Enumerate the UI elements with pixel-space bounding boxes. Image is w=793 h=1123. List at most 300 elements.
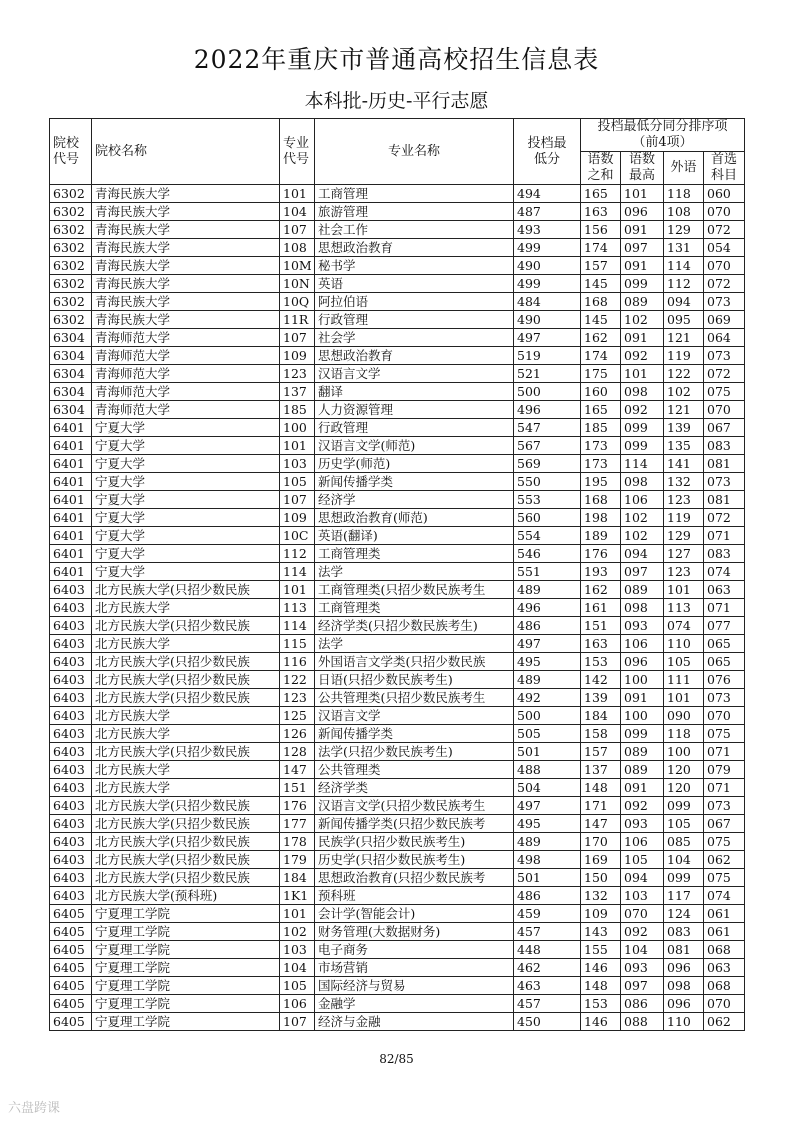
cell-major: 思想政治教育 bbox=[315, 347, 514, 365]
cell-major-code: 107 bbox=[280, 491, 315, 509]
cell-major-code: 10M bbox=[280, 257, 315, 275]
cell-foreign: 119 bbox=[664, 347, 704, 365]
cell-foreign: 101 bbox=[664, 689, 704, 707]
cell-code: 6403 bbox=[50, 761, 92, 779]
cell-min-score: 490 bbox=[514, 257, 581, 275]
cell-code: 6304 bbox=[50, 383, 92, 401]
table-row bbox=[50, 365, 745, 383]
cell-foreign: 105 bbox=[664, 815, 704, 833]
cell-min-score: 457 bbox=[514, 995, 581, 1013]
table-row bbox=[50, 635, 745, 653]
cell-major-code: 105 bbox=[280, 473, 315, 491]
cell-foreign: 110 bbox=[664, 635, 704, 653]
cell-major-code: 106 bbox=[280, 995, 315, 1013]
cell-code: 6403 bbox=[50, 797, 92, 815]
header-min-score: 投档最低分 bbox=[514, 119, 581, 185]
cell-foreign: 110 bbox=[664, 1013, 704, 1031]
cell-chinese-math: 168 bbox=[581, 293, 621, 311]
cell-min-score: 498 bbox=[514, 851, 581, 869]
table-row bbox=[50, 293, 745, 311]
table-row bbox=[50, 347, 745, 365]
cell-major-code: 114 bbox=[280, 617, 315, 635]
cell-chinese-math-max: 092 bbox=[621, 401, 664, 419]
cell-first-choice: 073 bbox=[704, 347, 745, 365]
cell-chinese-math: 185 bbox=[581, 419, 621, 437]
header-foreign: 外语 bbox=[664, 152, 704, 185]
header-first-choice: 首选科目 bbox=[704, 152, 745, 185]
cell-chinese-math: 184 bbox=[581, 707, 621, 725]
header-chinese-math: 语数之和 bbox=[581, 152, 621, 185]
cell-code: 6403 bbox=[50, 887, 92, 905]
cell-first-choice: 081 bbox=[704, 455, 745, 473]
cell-chinese-math-max: 106 bbox=[621, 635, 664, 653]
cell-major: 汉语言文学(只招少数民族考生 bbox=[315, 797, 514, 815]
cell-code: 6304 bbox=[50, 365, 92, 383]
cell-major: 思想政治教育 bbox=[315, 239, 514, 257]
cell-first-choice: 071 bbox=[704, 779, 745, 797]
table-row bbox=[50, 545, 745, 563]
cell-chinese-math-max: 091 bbox=[621, 221, 664, 239]
cell-min-score: 546 bbox=[514, 545, 581, 563]
cell-first-choice: 071 bbox=[704, 599, 745, 617]
cell-major-code: 184 bbox=[280, 869, 315, 887]
table-row bbox=[50, 887, 745, 905]
cell-chinese-math: 170 bbox=[581, 833, 621, 851]
cell-chinese-math-max: 089 bbox=[621, 743, 664, 761]
table-row bbox=[50, 707, 745, 725]
table-row bbox=[50, 311, 745, 329]
table-row bbox=[50, 383, 745, 401]
cell-chinese-math: 145 bbox=[581, 311, 621, 329]
cell-code: 6302 bbox=[50, 203, 92, 221]
cell-major: 工商管理 bbox=[315, 185, 514, 203]
cell-code: 6302 bbox=[50, 293, 92, 311]
cell-chinese-math: 176 bbox=[581, 545, 621, 563]
cell-chinese-math: 162 bbox=[581, 581, 621, 599]
cell-first-choice: 071 bbox=[704, 743, 745, 761]
cell-school: 宁夏大学 bbox=[92, 437, 280, 455]
cell-major-code: 128 bbox=[280, 743, 315, 761]
cell-chinese-math-max: 092 bbox=[621, 347, 664, 365]
cell-major-code: 10Q bbox=[280, 293, 315, 311]
cell-foreign: 094 bbox=[664, 293, 704, 311]
cell-code: 6403 bbox=[50, 851, 92, 869]
cell-chinese-math: 153 bbox=[581, 995, 621, 1013]
cell-school: 北方民族大学(只招少数民族 bbox=[92, 851, 280, 869]
cell-code: 6403 bbox=[50, 617, 92, 635]
cell-min-score: 495 bbox=[514, 653, 581, 671]
cell-foreign: 096 bbox=[664, 959, 704, 977]
table-row bbox=[50, 1013, 745, 1031]
cell-major: 英语 bbox=[315, 275, 514, 293]
cell-first-choice: 070 bbox=[704, 995, 745, 1013]
cell-min-score: 499 bbox=[514, 239, 581, 257]
cell-chinese-math-max: 099 bbox=[621, 437, 664, 455]
cell-major-code: 107 bbox=[280, 221, 315, 239]
cell-first-choice: 067 bbox=[704, 815, 745, 833]
table-row bbox=[50, 977, 745, 995]
cell-min-score: 484 bbox=[514, 293, 581, 311]
table-row bbox=[50, 995, 745, 1013]
cell-major-code: 137 bbox=[280, 383, 315, 401]
cell-major-code: 178 bbox=[280, 833, 315, 851]
cell-school: 宁夏理工学院 bbox=[92, 905, 280, 923]
table-row bbox=[50, 455, 745, 473]
cell-foreign: 101 bbox=[664, 581, 704, 599]
table-row bbox=[50, 617, 745, 635]
cell-chinese-math-max: 103 bbox=[621, 887, 664, 905]
cell-major-code: 179 bbox=[280, 851, 315, 869]
cell-school: 宁夏大学 bbox=[92, 491, 280, 509]
cell-chinese-math-max: 093 bbox=[621, 815, 664, 833]
cell-major-code: 107 bbox=[280, 329, 315, 347]
cell-first-choice: 075 bbox=[704, 383, 745, 401]
cell-major: 英语(翻译) bbox=[315, 527, 514, 545]
cell-min-score: 551 bbox=[514, 563, 581, 581]
cell-major: 经济与金融 bbox=[315, 1013, 514, 1031]
cell-major-code: 1K1 bbox=[280, 887, 315, 905]
cell-chinese-math-max: 089 bbox=[621, 293, 664, 311]
cell-min-score: 567 bbox=[514, 437, 581, 455]
cell-school: 宁夏大学 bbox=[92, 509, 280, 527]
cell-min-score: 489 bbox=[514, 833, 581, 851]
cell-first-choice: 070 bbox=[704, 257, 745, 275]
cell-chinese-math-max: 086 bbox=[621, 995, 664, 1013]
cell-school: 青海民族大学 bbox=[92, 293, 280, 311]
cell-min-score: 463 bbox=[514, 977, 581, 995]
cell-chinese-math-max: 093 bbox=[621, 959, 664, 977]
cell-first-choice: 075 bbox=[704, 869, 745, 887]
cell-school: 北方民族大学(只招少数民族 bbox=[92, 743, 280, 761]
cell-chinese-math-max: 099 bbox=[621, 275, 664, 293]
cell-code: 6405 bbox=[50, 905, 92, 923]
cell-major-code: 100 bbox=[280, 419, 315, 437]
table-row bbox=[50, 599, 745, 617]
cell-chinese-math: 146 bbox=[581, 1013, 621, 1031]
cell-school: 宁夏大学 bbox=[92, 545, 280, 563]
cell-min-score: 496 bbox=[514, 401, 581, 419]
cell-major-code: 151 bbox=[280, 779, 315, 797]
cell-major-code: 176 bbox=[280, 797, 315, 815]
table-row bbox=[50, 203, 745, 221]
cell-code: 6302 bbox=[50, 185, 92, 203]
cell-major-code: 108 bbox=[280, 239, 315, 257]
cell-min-score: 450 bbox=[514, 1013, 581, 1031]
cell-min-score: 492 bbox=[514, 689, 581, 707]
cell-foreign: 132 bbox=[664, 473, 704, 491]
cell-major: 思想政治教育(只招少数民族考 bbox=[315, 869, 514, 887]
cell-chinese-math: 175 bbox=[581, 365, 621, 383]
cell-foreign: 121 bbox=[664, 329, 704, 347]
cell-min-score: 504 bbox=[514, 779, 581, 797]
cell-major: 行政管理 bbox=[315, 311, 514, 329]
cell-chinese-math-max: 089 bbox=[621, 581, 664, 599]
cell-major: 公共管理类(只招少数民族考生 bbox=[315, 689, 514, 707]
cell-chinese-math-max: 091 bbox=[621, 329, 664, 347]
header-major: 专业名称 bbox=[315, 119, 514, 185]
cell-school: 宁夏大学 bbox=[92, 563, 280, 581]
cell-major: 工商管理类 bbox=[315, 545, 514, 563]
table-row bbox=[50, 185, 745, 203]
cell-foreign: 139 bbox=[664, 419, 704, 437]
cell-major: 行政管理 bbox=[315, 419, 514, 437]
cell-chinese-math: 148 bbox=[581, 977, 621, 995]
cell-chinese-math: 148 bbox=[581, 779, 621, 797]
cell-chinese-math: 157 bbox=[581, 257, 621, 275]
cell-code: 6403 bbox=[50, 671, 92, 689]
cell-min-score: 462 bbox=[514, 959, 581, 977]
table-row bbox=[50, 473, 745, 491]
cell-first-choice: 083 bbox=[704, 437, 745, 455]
table-row bbox=[50, 905, 745, 923]
cell-chinese-math-max: 097 bbox=[621, 239, 664, 257]
table-row bbox=[50, 959, 745, 977]
cell-foreign: 111 bbox=[664, 671, 704, 689]
cell-code: 6401 bbox=[50, 545, 92, 563]
table-row bbox=[50, 797, 745, 815]
cell-foreign: 085 bbox=[664, 833, 704, 851]
table-row bbox=[50, 437, 745, 455]
cell-foreign: 100 bbox=[664, 743, 704, 761]
cell-chinese-math-max: 096 bbox=[621, 203, 664, 221]
cell-foreign: 127 bbox=[664, 545, 704, 563]
cell-major: 法学(只招少数民族考生) bbox=[315, 743, 514, 761]
cell-first-choice: 070 bbox=[704, 707, 745, 725]
cell-first-choice: 077 bbox=[704, 617, 745, 635]
cell-school: 北方民族大学 bbox=[92, 635, 280, 653]
cell-chinese-math: 151 bbox=[581, 617, 621, 635]
cell-code: 6403 bbox=[50, 581, 92, 599]
cell-min-score: 505 bbox=[514, 725, 581, 743]
cell-code: 6304 bbox=[50, 329, 92, 347]
cell-major-code: 102 bbox=[280, 923, 315, 941]
cell-school: 北方民族大学(只招少数民族 bbox=[92, 671, 280, 689]
cell-chinese-math: 156 bbox=[581, 221, 621, 239]
cell-code: 6401 bbox=[50, 473, 92, 491]
cell-first-choice: 073 bbox=[704, 473, 745, 491]
cell-chinese-math-max: 102 bbox=[621, 509, 664, 527]
cell-code: 6401 bbox=[50, 437, 92, 455]
table-row bbox=[50, 815, 745, 833]
cell-major-code: 185 bbox=[280, 401, 315, 419]
cell-code: 6403 bbox=[50, 707, 92, 725]
cell-chinese-math-max: 100 bbox=[621, 671, 664, 689]
cell-school: 北方民族大学(只招少数民族 bbox=[92, 797, 280, 815]
cell-major-code: 116 bbox=[280, 653, 315, 671]
cell-chinese-math: 155 bbox=[581, 941, 621, 959]
cell-major-code: 105 bbox=[280, 977, 315, 995]
cell-chinese-math-max: 094 bbox=[621, 545, 664, 563]
cell-code: 6401 bbox=[50, 527, 92, 545]
cell-first-choice: 060 bbox=[704, 185, 745, 203]
cell-code: 6405 bbox=[50, 959, 92, 977]
cell-school: 青海师范大学 bbox=[92, 401, 280, 419]
cell-code: 6403 bbox=[50, 815, 92, 833]
table-row bbox=[50, 761, 745, 779]
cell-foreign: 120 bbox=[664, 779, 704, 797]
cell-first-choice: 072 bbox=[704, 365, 745, 383]
cell-min-score: 500 bbox=[514, 383, 581, 401]
cell-chinese-math-max: 101 bbox=[621, 185, 664, 203]
cell-chinese-math: 173 bbox=[581, 455, 621, 473]
header-major-code: 专业代号 bbox=[280, 119, 315, 185]
header-school: 院校名称 bbox=[92, 119, 280, 185]
cell-chinese-math: 157 bbox=[581, 743, 621, 761]
cell-school: 北方民族大学(只招少数民族 bbox=[92, 617, 280, 635]
page-number: 82/85 bbox=[379, 1052, 414, 1066]
cell-code: 6401 bbox=[50, 491, 92, 509]
cell-chinese-math-max: 091 bbox=[621, 257, 664, 275]
cell-major-code: 113 bbox=[280, 599, 315, 617]
cell-chinese-math: 173 bbox=[581, 437, 621, 455]
cell-major: 财务管理(大数据财务) bbox=[315, 923, 514, 941]
page-subtitle: 本科批-历史-平行志愿 bbox=[304, 90, 489, 112]
cell-school: 北方民族大学 bbox=[92, 725, 280, 743]
cell-school: 宁夏理工学院 bbox=[92, 977, 280, 995]
cell-foreign: 105 bbox=[664, 653, 704, 671]
cell-first-choice: 083 bbox=[704, 545, 745, 563]
header-chinese-math-max: 语数最高 bbox=[621, 152, 664, 185]
cell-school: 宁夏大学 bbox=[92, 419, 280, 437]
cell-major: 经济学类 bbox=[315, 779, 514, 797]
cell-major-code: 104 bbox=[280, 959, 315, 977]
table-row bbox=[50, 779, 745, 797]
table-row bbox=[50, 419, 745, 437]
cell-chinese-math: 145 bbox=[581, 275, 621, 293]
cell-major-code: 123 bbox=[280, 689, 315, 707]
cell-major-code: 101 bbox=[280, 581, 315, 599]
cell-first-choice: 069 bbox=[704, 311, 745, 329]
cell-major-code: 109 bbox=[280, 509, 315, 527]
cell-foreign: 119 bbox=[664, 509, 704, 527]
cell-chinese-math: 163 bbox=[581, 203, 621, 221]
cell-code: 6403 bbox=[50, 743, 92, 761]
cell-school: 青海民族大学 bbox=[92, 203, 280, 221]
cell-chinese-math: 165 bbox=[581, 185, 621, 203]
cell-chinese-math-max: 097 bbox=[621, 977, 664, 995]
cell-school: 宁夏理工学院 bbox=[92, 923, 280, 941]
cell-min-score: 553 bbox=[514, 491, 581, 509]
cell-code: 6401 bbox=[50, 563, 92, 581]
cell-code: 6405 bbox=[50, 995, 92, 1013]
cell-school: 青海师范大学 bbox=[92, 383, 280, 401]
cell-min-score: 486 bbox=[514, 617, 581, 635]
cell-code: 6403 bbox=[50, 635, 92, 653]
cell-major-code: 101 bbox=[280, 185, 315, 203]
cell-school: 北方民族大学 bbox=[92, 761, 280, 779]
cell-chinese-math-max: 102 bbox=[621, 311, 664, 329]
cell-major-code: 101 bbox=[280, 905, 315, 923]
cell-school: 青海民族大学 bbox=[92, 257, 280, 275]
cell-first-choice: 073 bbox=[704, 797, 745, 815]
cell-min-score: 497 bbox=[514, 635, 581, 653]
cell-chinese-math: 109 bbox=[581, 905, 621, 923]
cell-chinese-math-max: 092 bbox=[621, 797, 664, 815]
cell-chinese-math-max: 102 bbox=[621, 527, 664, 545]
cell-min-score: 489 bbox=[514, 671, 581, 689]
cell-major: 金融学 bbox=[315, 995, 514, 1013]
cell-school: 青海民族大学 bbox=[92, 311, 280, 329]
cell-major-code: 123 bbox=[280, 365, 315, 383]
cell-min-score: 500 bbox=[514, 707, 581, 725]
cell-min-score: 490 bbox=[514, 311, 581, 329]
cell-chinese-math-max: 114 bbox=[621, 455, 664, 473]
cell-major-code: 104 bbox=[280, 203, 315, 221]
cell-major: 阿拉伯语 bbox=[315, 293, 514, 311]
cell-school: 青海民族大学 bbox=[92, 221, 280, 239]
cell-foreign: 112 bbox=[664, 275, 704, 293]
cell-major: 法学 bbox=[315, 563, 514, 581]
cell-chinese-math: 147 bbox=[581, 815, 621, 833]
cell-school: 宁夏理工学院 bbox=[92, 941, 280, 959]
cell-min-score: 457 bbox=[514, 923, 581, 941]
cell-foreign: 135 bbox=[664, 437, 704, 455]
cell-major: 汉语言文学 bbox=[315, 707, 514, 725]
header-tie-group: 投档最低分同分排序项（前4项） bbox=[581, 119, 745, 152]
cell-first-choice: 070 bbox=[704, 401, 745, 419]
cell-school: 北方民族大学 bbox=[92, 779, 280, 797]
cell-min-score: 486 bbox=[514, 887, 581, 905]
cell-min-score: 487 bbox=[514, 203, 581, 221]
cell-code: 6401 bbox=[50, 509, 92, 527]
cell-code: 6401 bbox=[50, 419, 92, 437]
cell-min-score: 488 bbox=[514, 761, 581, 779]
cell-foreign: 141 bbox=[664, 455, 704, 473]
cell-first-choice: 064 bbox=[704, 329, 745, 347]
cell-chinese-math: 142 bbox=[581, 671, 621, 689]
table-row bbox=[50, 257, 745, 275]
cell-foreign: 098 bbox=[664, 977, 704, 995]
cell-school: 宁夏理工学院 bbox=[92, 995, 280, 1013]
cell-school: 北方民族大学(只招少数民族 bbox=[92, 815, 280, 833]
cell-major: 预科班 bbox=[315, 887, 514, 905]
table-row bbox=[50, 689, 745, 707]
cell-chinese-math-max: 092 bbox=[621, 923, 664, 941]
cell-first-choice: 068 bbox=[704, 941, 745, 959]
cell-chinese-math: 158 bbox=[581, 725, 621, 743]
cell-foreign: 131 bbox=[664, 239, 704, 257]
cell-major-code: 122 bbox=[280, 671, 315, 689]
cell-first-choice: 072 bbox=[704, 275, 745, 293]
cell-major-code: 112 bbox=[280, 545, 315, 563]
cell-first-choice: 061 bbox=[704, 905, 745, 923]
cell-foreign: 123 bbox=[664, 563, 704, 581]
cell-school: 青海师范大学 bbox=[92, 365, 280, 383]
cell-chinese-math-max: 098 bbox=[621, 383, 664, 401]
cell-chinese-math-max: 094 bbox=[621, 869, 664, 887]
table-row bbox=[50, 329, 745, 347]
cell-min-score: 501 bbox=[514, 869, 581, 887]
cell-code: 6403 bbox=[50, 653, 92, 671]
cell-chinese-math-max: 100 bbox=[621, 707, 664, 725]
cell-code: 6403 bbox=[50, 725, 92, 743]
cell-code: 6304 bbox=[50, 401, 92, 419]
cell-major-code: 125 bbox=[280, 707, 315, 725]
cell-major-code: 109 bbox=[280, 347, 315, 365]
cell-chinese-math-max: 091 bbox=[621, 689, 664, 707]
cell-major: 社会学 bbox=[315, 329, 514, 347]
cell-major: 历史学(只招少数民族考生) bbox=[315, 851, 514, 869]
cell-foreign: 129 bbox=[664, 527, 704, 545]
cell-first-choice: 073 bbox=[704, 293, 745, 311]
header-code: 院校代号 bbox=[50, 119, 92, 185]
cell-chinese-math-max: 088 bbox=[621, 1013, 664, 1031]
cell-code: 6304 bbox=[50, 347, 92, 365]
cell-school: 青海民族大学 bbox=[92, 185, 280, 203]
cell-code: 6405 bbox=[50, 977, 92, 995]
cell-code: 6302 bbox=[50, 221, 92, 239]
cell-foreign: 095 bbox=[664, 311, 704, 329]
